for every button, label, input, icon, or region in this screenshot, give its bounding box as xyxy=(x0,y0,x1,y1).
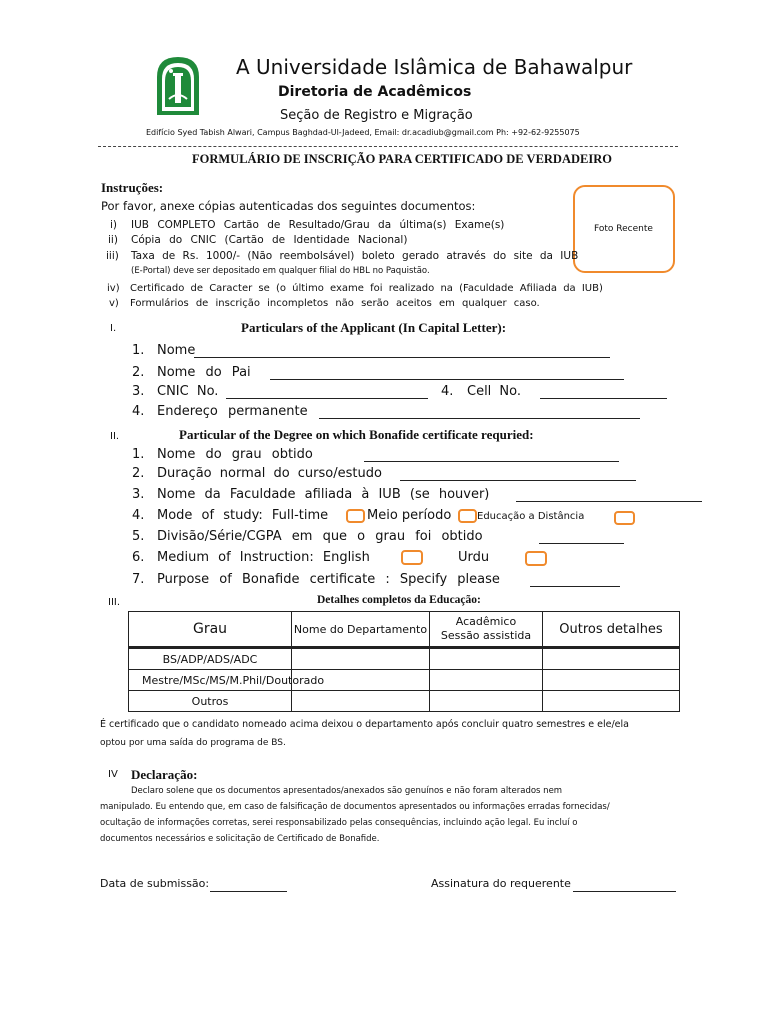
field-number: 6. xyxy=(132,550,145,565)
section-heading: Particular of the Degree on which Bonafide certificate requried: xyxy=(179,427,534,442)
form-title: FORMULÁRIO DE INSCRIÇÃO PARA CERTIFICADO DE VERDADEIRO xyxy=(192,152,612,166)
address-input[interactable] xyxy=(319,404,640,419)
column-header-department: Nome do Departamento xyxy=(292,612,430,648)
declaration-text: Declaro solene que os documentos apresentados/anexados são genuínos e não foram alterados nem xyxy=(131,786,563,796)
section-number: II. xyxy=(110,431,120,442)
table-cell-input[interactable] xyxy=(430,649,543,670)
table-cell-input[interactable] xyxy=(430,691,543,712)
instruction-item-num: ii) xyxy=(108,234,118,246)
section-name: Seção de Registro e Migração xyxy=(280,108,473,123)
table-row xyxy=(129,649,680,670)
field-label-address: Endereço permanente xyxy=(157,404,308,419)
instructions-intro: Por favor, anexe cópias autenticadas dos seguintes documentos: xyxy=(101,199,476,213)
field-number: 4. xyxy=(132,404,145,419)
field-label-division: Divisão/Série/CGPA em que o grau foi obtido xyxy=(157,529,483,544)
field-number: 2. xyxy=(132,365,145,380)
column-header-other: Outros detalhes xyxy=(543,612,680,648)
certification-text: optou por uma saída do programa de BS. xyxy=(100,738,286,748)
urdu-checkbox[interactable] xyxy=(525,551,547,566)
division-input[interactable] xyxy=(539,529,624,544)
part-time-checkbox[interactable] xyxy=(458,509,477,523)
field-number: 4. xyxy=(441,384,454,399)
field-number: 3. xyxy=(132,384,145,399)
field-number: 1. xyxy=(132,343,145,358)
degree-input[interactable] xyxy=(364,447,619,462)
college-input[interactable] xyxy=(516,487,702,502)
instruction-item: Certificado de Caracter se (o último exame foi realizado na (Faculdade Afiliada da IUB) xyxy=(130,283,603,294)
instruction-item: Cópia do CNIC (Cartão de Identidade Nacional) xyxy=(131,234,408,246)
section-number: IV xyxy=(108,769,118,780)
submission-date-label: Data de submissão: xyxy=(100,877,210,890)
full-time-checkbox[interactable] xyxy=(346,509,365,523)
name-input[interactable] xyxy=(194,343,610,358)
signature-label: Assinatura do requerente xyxy=(431,877,571,890)
instruction-item-num: v) xyxy=(109,298,119,309)
field-label-name: Nome xyxy=(157,343,196,358)
field-number: 1. xyxy=(132,447,145,462)
photo-label: Foto Recente xyxy=(594,224,653,234)
part-time-label: Meio período xyxy=(367,508,452,523)
field-number: 3. xyxy=(132,487,145,502)
submission-date-input[interactable] xyxy=(210,877,287,892)
section-heading: Particulars of the Applicant (In Capital Letter): xyxy=(241,320,507,335)
field-label-duration: Duração normal do curso/estudo xyxy=(157,466,382,481)
table-cell-input[interactable] xyxy=(430,670,543,691)
university-name: A Universidade Islâmica de Bahawalpur xyxy=(236,55,633,79)
cell-input[interactable] xyxy=(540,384,667,399)
english-checkbox[interactable] xyxy=(401,550,423,565)
distance-checkbox[interactable] xyxy=(614,511,635,525)
declaration-text: ocultação de informações corretas, serei responsabilizado pelas consequências, incluindo ação legal. Eu incluí o xyxy=(100,818,578,828)
table-cell-input[interactable] xyxy=(543,670,680,691)
declaration-text: manipulado. Eu entendo que, em caso de falsificação de documentos apresentados ou informações erradas fornecidas/ xyxy=(100,802,610,812)
field-label-cell: Cell No. xyxy=(467,384,522,399)
education-table xyxy=(128,611,680,712)
row-label: Outros xyxy=(129,691,292,712)
field-label-study-mode: Mode of study: Full-time xyxy=(157,508,329,523)
column-header-session: Acadêmico Sessão assistida xyxy=(430,612,543,648)
row-label: Mestre/MSc/MS/M.Phil/Doutorado xyxy=(129,670,292,691)
instruction-item: (E-Portal) deve ser depositado em qualquer filial do HBL no Paquistão. xyxy=(131,266,430,276)
field-label-college: Nome da Faculdade afiliada à IUB (se houver) xyxy=(157,487,490,502)
table-row xyxy=(129,670,680,691)
field-number: 2. xyxy=(132,466,145,481)
header-divider xyxy=(98,146,678,147)
field-number: 5. xyxy=(132,529,145,544)
row-label: BS/ADP/ADS/ADC xyxy=(129,649,292,670)
field-label-father-name: Nome do Pai xyxy=(157,365,251,380)
university-logo xyxy=(155,55,201,117)
column-header-degree: Grau xyxy=(129,612,292,648)
field-label-cnic: CNIC No. xyxy=(157,384,219,399)
directorate-name: Diretoria de Acadêmicos xyxy=(278,84,472,100)
table-cell-input[interactable] xyxy=(543,691,680,712)
section-number: III. xyxy=(108,597,121,608)
instructions-heading: Instruções: xyxy=(101,180,164,195)
field-number: 7. xyxy=(132,572,145,587)
urdu-label: Urdu xyxy=(458,550,490,565)
table-cell-input[interactable] xyxy=(292,649,430,670)
field-label-purpose: Purpose of Bonafide certificate : Specify please xyxy=(157,572,500,587)
table-cell-input[interactable] xyxy=(543,649,680,670)
section-heading: Declaração: xyxy=(131,767,198,782)
purpose-input[interactable] xyxy=(530,572,620,587)
instruction-item-num: iii) xyxy=(106,250,119,262)
instruction-item: Taxa de Rs. 1000/- (Não reembolsável) boleto gerado através do site da IUB xyxy=(131,250,579,262)
instruction-item-num: iv) xyxy=(107,283,120,294)
table-row xyxy=(129,691,680,712)
section-number: I. xyxy=(110,323,117,334)
instruction-item-num: i) xyxy=(110,219,118,231)
declaration-text: documentos necessários e solicitação de Certificado de Bonafide. xyxy=(100,834,380,844)
cnic-input[interactable] xyxy=(226,384,428,399)
instruction-item: Formulários de inscrição incompletos não serão aceitos em qualquer caso. xyxy=(130,298,540,309)
signature-input[interactable] xyxy=(573,877,676,892)
duration-input[interactable] xyxy=(400,466,636,481)
field-label-degree: Nome do grau obtido xyxy=(157,447,313,462)
certification-text: É certificado que o candidato nomeado acima deixou o departamento após concluir quatro semestres e ele/ela xyxy=(100,719,629,730)
address-line: Edifício Syed Tabish Alwari, Campus Baghdad-Ul-Jadeed, Email: dr.acadiub@gmail.com Ph: +92-62-9255075 xyxy=(146,128,580,137)
table-cell-input[interactable] xyxy=(292,691,430,712)
father-name-input[interactable] xyxy=(270,365,624,380)
field-number: 4. xyxy=(132,508,145,523)
distance-label: Educação a Distância xyxy=(477,511,585,522)
section-heading: Detalhes completos da Educação: xyxy=(317,594,481,606)
field-label-medium: Medium of Instruction: English xyxy=(157,550,370,565)
instruction-item: IUB COMPLETO Cartão de Resultado/Grau da última(s) Exame(s) xyxy=(131,219,505,231)
